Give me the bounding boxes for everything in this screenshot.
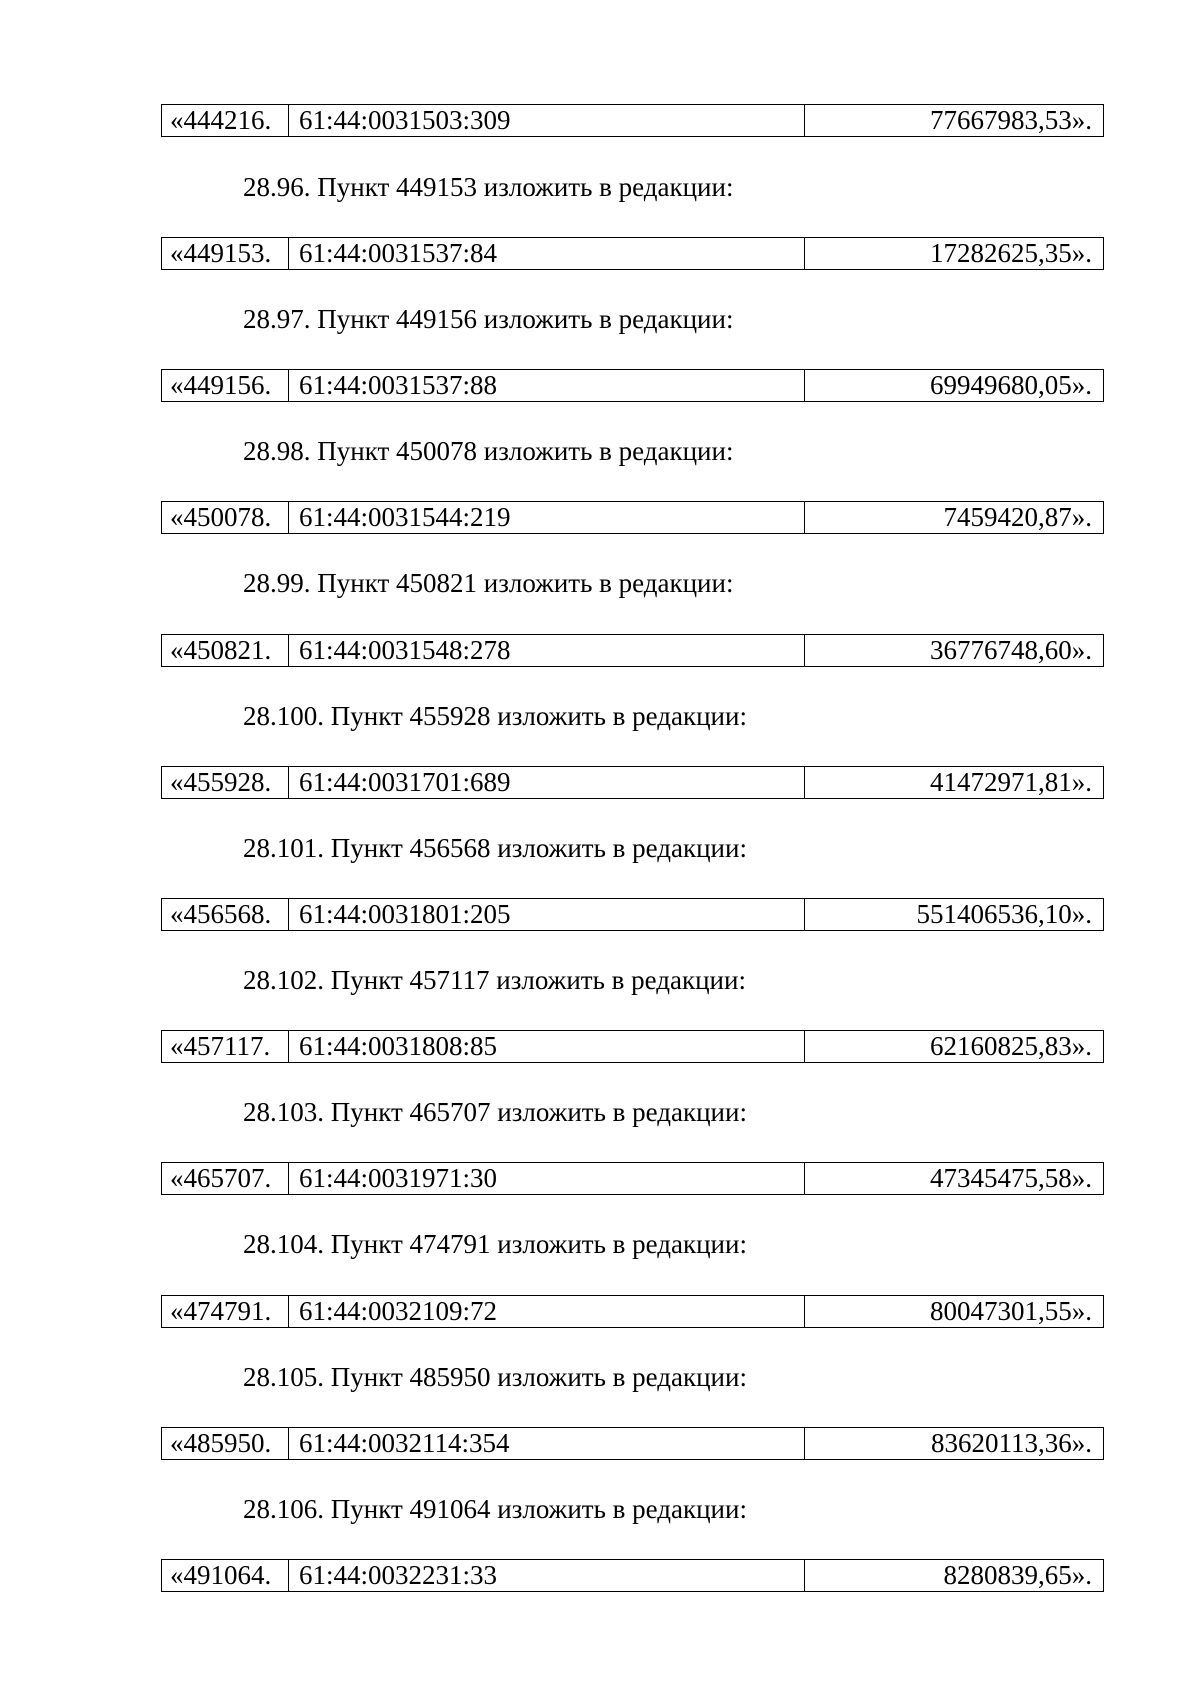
item-number: «491064. <box>162 1560 289 1591</box>
item-number: «457117. <box>162 1031 289 1062</box>
amendment-instruction: 28.97. Пункт 449156 изложить в редакции: <box>243 304 734 334</box>
cadastral-value: 36776748,60». <box>930 635 1092 665</box>
cadastral-number: 61:44:0032231:33 <box>289 1560 805 1591</box>
table-row <box>161 1162 1104 1195</box>
table-row <box>161 1427 1104 1460</box>
item-number: «450078. <box>162 502 289 533</box>
table-row <box>161 898 1104 931</box>
amendment-instruction: 28.101. Пункт 456568 изложить в редакции: <box>243 833 747 863</box>
table-row <box>161 634 1104 667</box>
item-number: «450821. <box>162 635 289 666</box>
cadastral-value: 80047301,55». <box>930 1296 1092 1326</box>
amendment-instruction: 28.98. Пункт 450078 изложить в редакции: <box>243 436 734 466</box>
cadastral-value: 551406536,10». <box>916 899 1092 929</box>
amendment-instruction: 28.96. Пункт 449153 изложить в редакции: <box>243 172 734 202</box>
item-number: «456568. <box>162 899 289 930</box>
cadastral-value: 7459420,87». <box>943 502 1092 532</box>
item-number: «485950. <box>162 1428 289 1459</box>
cadastral-number: 61:44:0031801:205 <box>289 899 805 930</box>
cadastral-number: 61:44:0031503:309 <box>289 105 805 136</box>
cadastral-value: 69949680,05». <box>930 370 1092 400</box>
amendment-instruction: 28.104. Пункт 474791 изложить в редакции: <box>243 1229 747 1259</box>
table-row <box>161 766 1104 799</box>
cadastral-value: 47345475,58». <box>930 1163 1092 1193</box>
item-number: «449156. <box>162 370 289 401</box>
item-number: «449153. <box>162 238 289 269</box>
cadastral-value: 62160825,83». <box>930 1031 1092 1061</box>
table-row <box>161 369 1104 402</box>
cadastral-number: 61:44:0031701:689 <box>289 767 805 798</box>
amendment-instruction: 28.99. Пункт 450821 изложить в редакции: <box>243 568 734 598</box>
table-row <box>161 1559 1104 1592</box>
cadastral-value: 77667983,53». <box>930 105 1092 135</box>
amendment-instruction: 28.102. Пункт 457117 изложить в редакции: <box>243 965 746 995</box>
cadastral-number: 61:44:0031544:219 <box>289 502 805 533</box>
cadastral-number: 61:44:0031548:278 <box>289 635 805 666</box>
cadastral-value: 17282625,35». <box>930 238 1092 268</box>
table-row <box>161 501 1104 534</box>
table-row <box>161 104 1104 137</box>
cadastral-number: 61:44:0031537:84 <box>289 238 805 269</box>
amendment-instruction: 28.103. Пункт 465707 изложить в редакции: <box>243 1097 747 1127</box>
cadastral-number: 61:44:0031808:85 <box>289 1031 805 1062</box>
item-number: «474791. <box>162 1296 289 1327</box>
table-row <box>161 237 1104 270</box>
item-number: «444216. <box>162 105 289 136</box>
cadastral-value: 8280839,65». <box>943 1560 1092 1590</box>
cadastral-number: 61:44:0032114:354 <box>289 1428 805 1459</box>
amendment-instruction: 28.105. Пункт 485950 изложить в редакции: <box>243 1362 747 1392</box>
amendment-instruction: 28.106. Пункт 491064 изложить в редакции: <box>243 1494 747 1524</box>
cadastral-value: 41472971,81». <box>930 767 1092 797</box>
cadastral-value: 83620113,36». <box>931 1428 1092 1458</box>
cadastral-number: 61:44:0031537:88 <box>289 370 805 401</box>
cadastral-number: 61:44:0031971:30 <box>289 1163 805 1194</box>
amendment-instruction: 28.100. Пункт 455928 изложить в редакции: <box>243 701 747 731</box>
item-number: «465707. <box>162 1163 289 1194</box>
table-row <box>161 1295 1104 1328</box>
table-row <box>161 1030 1104 1063</box>
cadastral-number: 61:44:0032109:72 <box>289 1296 805 1327</box>
item-number: «455928. <box>162 767 289 798</box>
